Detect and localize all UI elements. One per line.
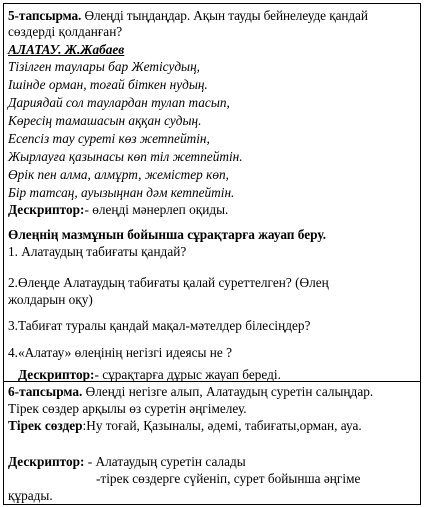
descriptor-label: Дескриптор: xyxy=(8,454,85,469)
task6-instruction: Өлеңді негізге алып, Алатаудың суретін салыңдар. xyxy=(82,384,374,399)
questions-descriptor xyxy=(18,367,281,383)
support-words xyxy=(8,418,362,434)
task5-descriptor xyxy=(8,202,228,218)
question-3: 3.Табиғат туралы қандай мақал-мәтелдер білесіңдер? xyxy=(8,318,311,333)
task6-descriptor xyxy=(8,454,246,470)
task5-instruction: Өлеңді тыңдаңдар. Ақын тауды бейнелеуде қандай xyxy=(81,8,368,23)
descriptor-label: Дескриптор: xyxy=(18,367,95,382)
poem-title: АЛАТАУ. Ж.Жабаев xyxy=(8,42,125,57)
poem-line: Дариядай сол таулардан тулап тасып, xyxy=(8,95,230,110)
descriptor-label: Дескриптор: xyxy=(8,202,85,217)
poem-line: Ішінде орман, тоғай біткен нудың. xyxy=(8,77,208,92)
question-1: 1. Алатаудың табиғаты қандай? xyxy=(8,244,187,259)
poem-line: Өрік пен алма, алмұрт, жемістер көп, xyxy=(8,167,229,182)
question-2-cont: жолдарын оқу) xyxy=(8,292,93,307)
descriptor-text: - өлеңді мәнерлеп оқиды. xyxy=(84,202,229,217)
questions-heading: Өлеңнің мазмұнын бойынша сұрақтарға жауап беру. xyxy=(8,227,327,242)
poem-line: Бір татсаң, ауызыңнан дәм кетпейтін. xyxy=(8,185,235,200)
task6-label: 6-тапсырма. xyxy=(8,384,83,399)
descriptor-item-2: -тірек сөздерге сүйеніп, сурет бойынша әңгіме xyxy=(96,471,361,486)
descriptor-item-1: - Алатаудың суретін салады xyxy=(84,454,246,469)
support-words-label: Тірек сөздер xyxy=(8,418,83,433)
task5-title-line2: сөздерді қолданған? xyxy=(8,24,123,39)
support-words-text: :Ну тоғай, Қазыналы, әдемі, табиғаты,орман, ауа. xyxy=(82,418,362,433)
descriptor-item-2-cont: құрады. xyxy=(8,488,53,503)
poem-line: Жырлауға қазынасы көп тіл жетпейтін. xyxy=(8,149,243,164)
task5-title xyxy=(8,8,368,24)
question-4: 4.«Алатау» өлеңінің негізгі идеясы не ? xyxy=(8,345,233,360)
descriptor-text: - сұрақтарға дұрыс жауап береді. xyxy=(94,367,281,382)
task6-title xyxy=(8,384,373,400)
poem-line: Көресің тамашасын аққан судың. xyxy=(8,113,202,128)
question-2: 2.Өлеңде Алатаудың табиғаты қалай суреттелген? (Өлең xyxy=(8,275,329,290)
poem-line: Тізілген таулары бар Жетісудың, xyxy=(8,59,200,74)
task6-line2: Тірек сөздер арқылы өз суретін әңгімелеу. xyxy=(8,401,247,416)
task5-label: 5-тапсырма. xyxy=(8,8,82,23)
poem-line: Есепсіз тау суреті көз жетпейтін, xyxy=(8,131,210,146)
